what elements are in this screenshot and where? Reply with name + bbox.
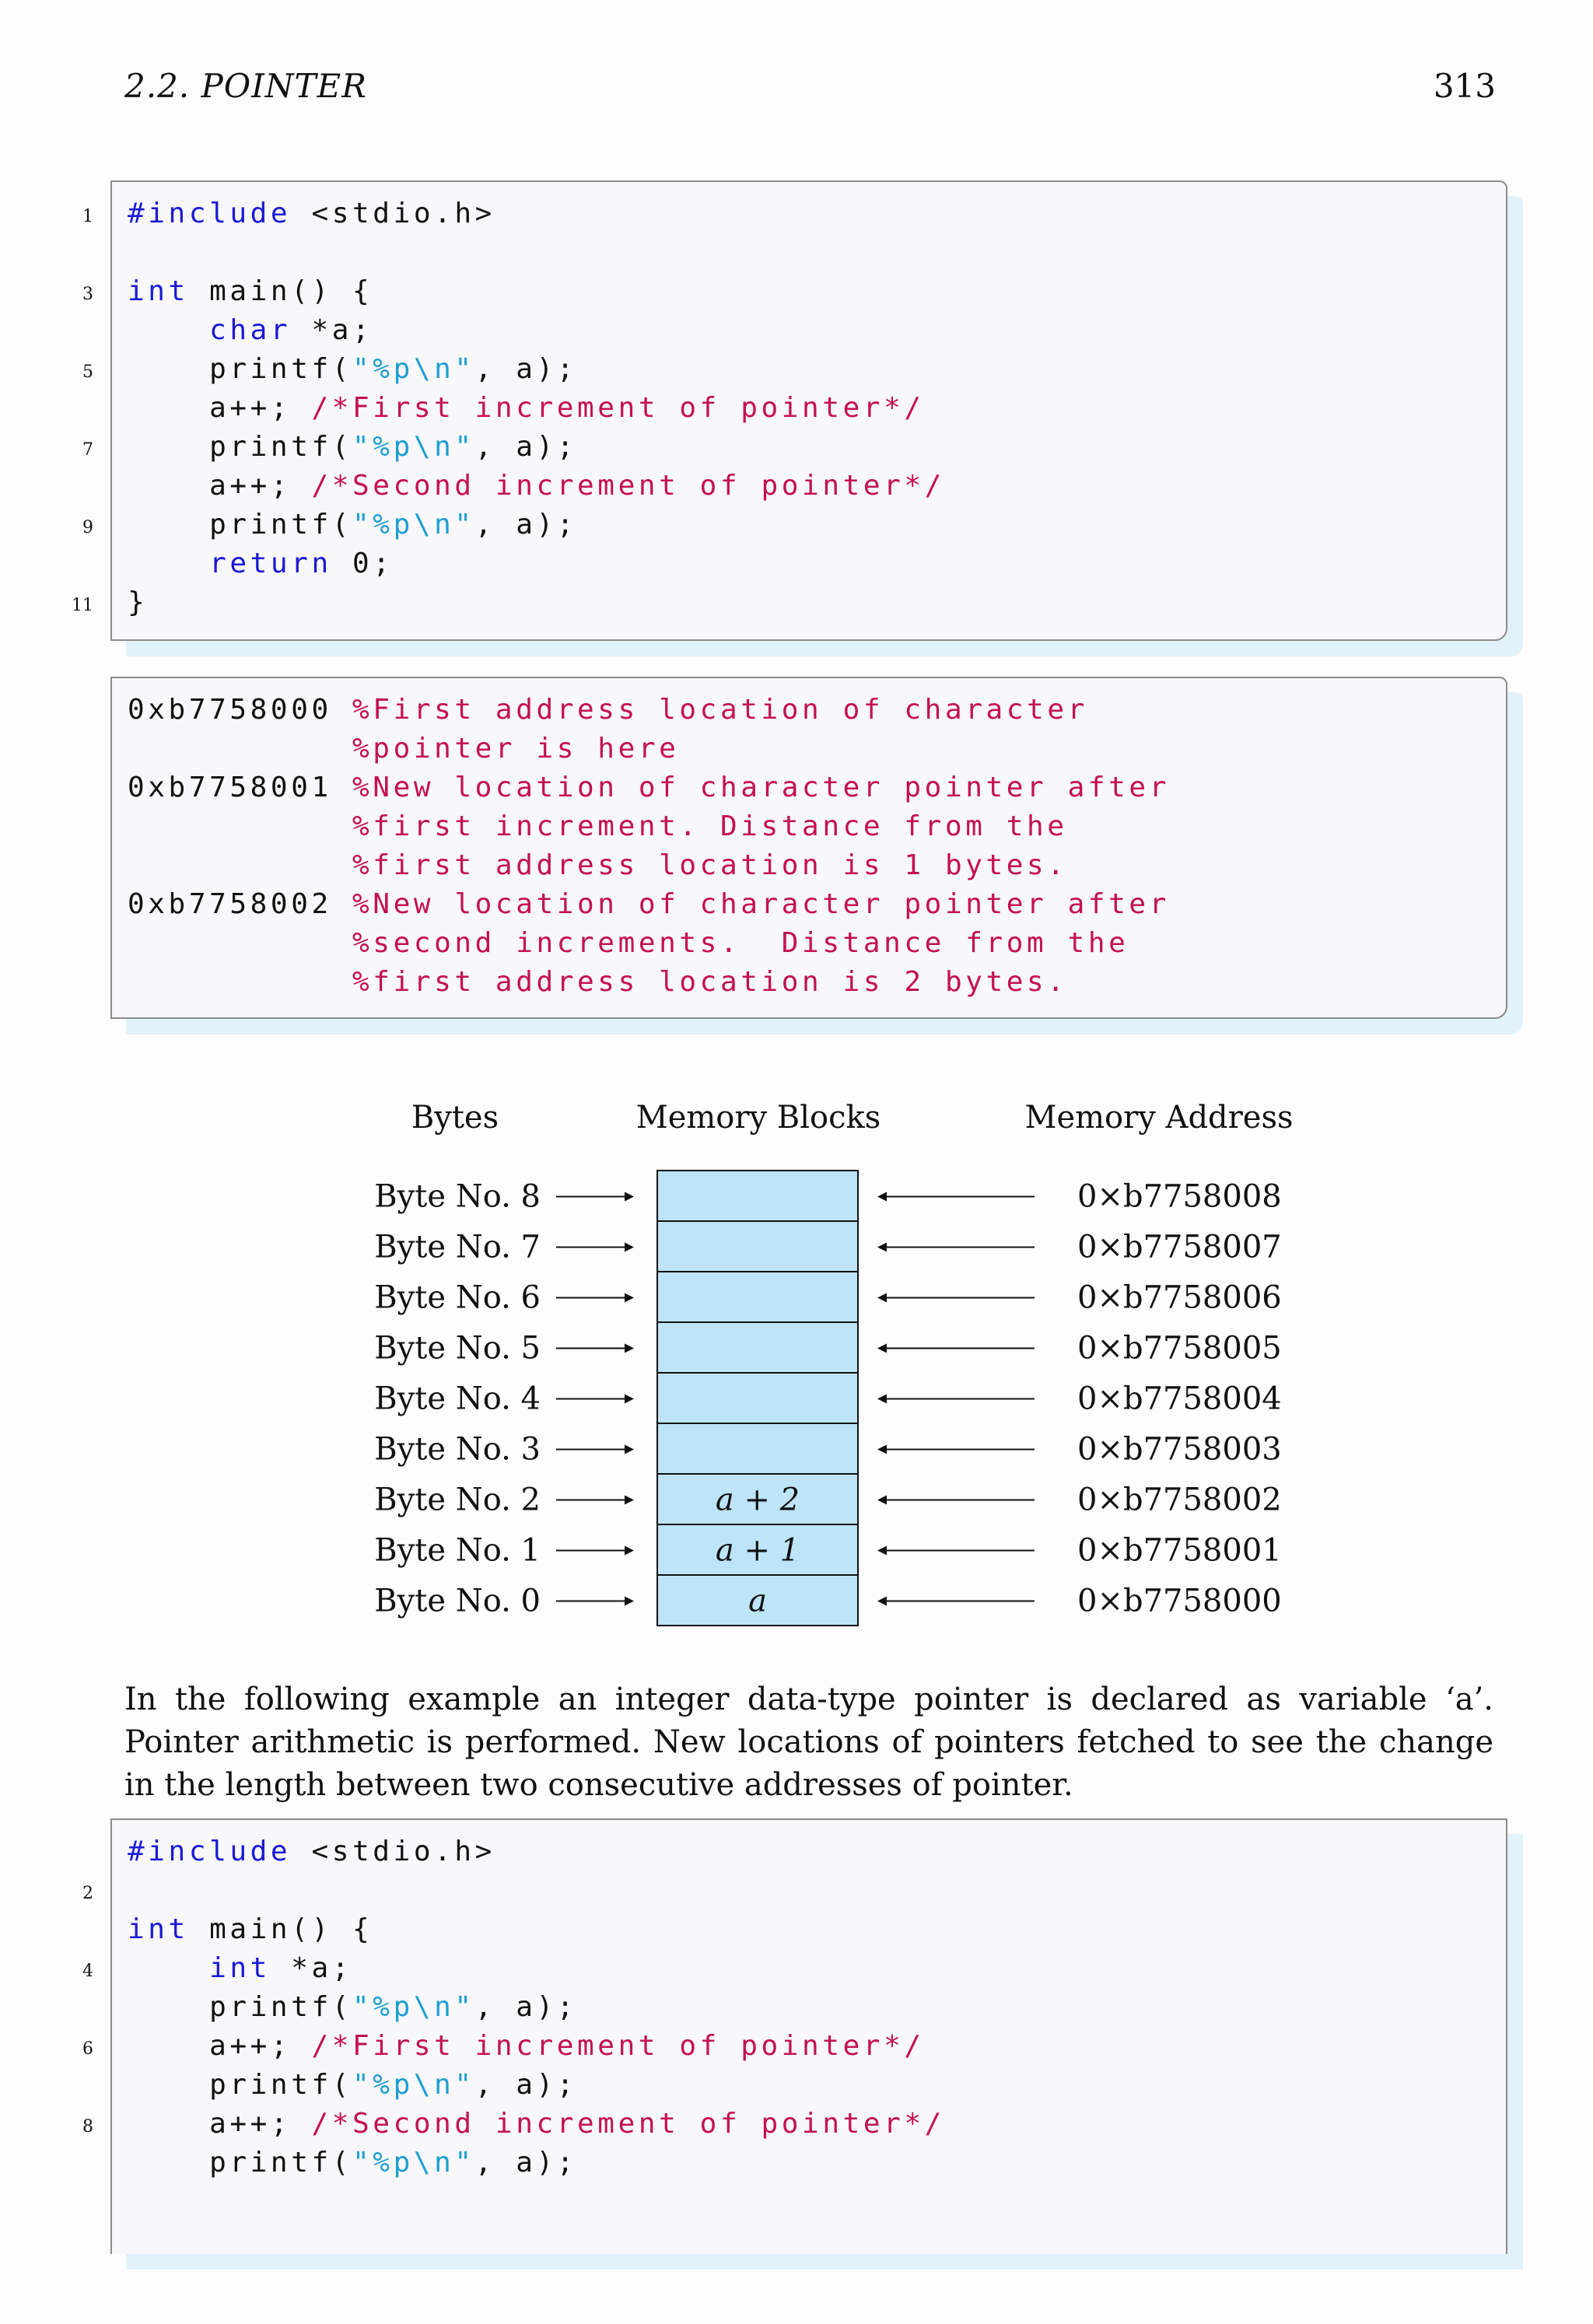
page-number: 313 <box>1433 67 1496 105</box>
code-line <box>128 2027 925 2066</box>
line-number: 9 <box>82 518 93 537</box>
byte-label: Byte No. 3 <box>374 1431 541 1468</box>
memory-block <box>657 1373 858 1423</box>
line-number: 2 <box>82 1884 93 1903</box>
arrowhead <box>625 1395 634 1404</box>
code-text: printf( <box>128 509 353 541</box>
code-text: 0xb7758001 <box>128 772 353 803</box>
code-comment: /*Second increment of pointer*/ <box>311 2108 945 2140</box>
code-comment: %New location of character pointer after <box>352 888 1170 920</box>
code-text <box>128 1952 209 1984</box>
line-number: 8 <box>82 2117 93 2137</box>
code-text: , a); <box>474 431 578 463</box>
memory-block <box>657 1272 858 1322</box>
code-string: "%p\n" <box>352 509 475 541</box>
byte-label: Byte No. 5 <box>374 1330 541 1367</box>
code-line <box>128 1949 352 1988</box>
address-label: 0×b7758006 <box>1077 1279 1282 1316</box>
code-string: "%p\n" <box>352 353 475 385</box>
arrowhead <box>625 1192 634 1202</box>
byte-label: Byte No. 6 <box>374 1279 541 1316</box>
code-text: , a); <box>474 2069 578 2101</box>
arrowhead <box>625 1445 634 1454</box>
code-text: main() { <box>188 275 373 307</box>
address-label: 0×b7758004 <box>1077 1381 1282 1417</box>
byte-label: Byte No. 1 <box>374 1532 541 1569</box>
code-text: *a; <box>291 314 373 346</box>
address-label: 0×b7758007 <box>1077 1229 1282 1265</box>
code-text: main() { <box>188 1913 373 1945</box>
line-number: 4 <box>82 1962 93 1981</box>
arrowhead <box>877 1597 887 1606</box>
diagram-header-address: Memory Address <box>1024 1100 1294 1136</box>
code-text: *a; <box>270 1952 353 1984</box>
line-number: 11 <box>72 596 93 615</box>
diagram-header-bytes: Bytes <box>411 1100 499 1136</box>
code-text: a++; <box>128 2030 312 2062</box>
arrowhead <box>877 1293 887 1303</box>
arrowhead <box>877 1445 887 1454</box>
code-text: printf( <box>128 2147 353 2179</box>
byte-label: Byte No. 0 <box>374 1583 541 1619</box>
line-number: 5 <box>82 362 93 382</box>
line-number: 7 <box>82 440 93 460</box>
block-label: a <box>748 1583 767 1619</box>
code-text: } <box>128 586 149 618</box>
arrowhead <box>877 1546 887 1556</box>
code-text: , a); <box>474 2147 578 2179</box>
code-keyword: int <box>128 1913 189 1945</box>
code-comment: /*First increment of pointer*/ <box>311 392 925 424</box>
byte-label: Byte No. 2 <box>374 1482 541 1518</box>
diagram-header-blocks: Memory Blocks <box>635 1100 881 1136</box>
byte-label: Byte No. 8 <box>374 1178 541 1215</box>
code-text: printf( <box>128 1991 353 2023</box>
code-line <box>128 1910 373 1949</box>
arrowhead <box>625 1546 634 1556</box>
memory-block <box>657 1221 858 1272</box>
code-string: "%p\n" <box>352 1991 475 2023</box>
arrowhead <box>877 1344 887 1353</box>
arrowhead <box>877 1192 887 1202</box>
arrowhead <box>877 1496 887 1505</box>
arrowhead <box>625 1293 634 1303</box>
code-text: a++; <box>128 392 312 424</box>
code-keyword: return <box>209 548 332 579</box>
code-keyword: int <box>128 275 189 307</box>
code-text: printf( <box>128 431 353 463</box>
code-text: , a); <box>474 509 578 541</box>
arrowhead <box>877 1395 887 1404</box>
arrowhead <box>877 1243 887 1252</box>
code-listing-2 <box>82 1818 1507 2254</box>
code-comment: %first address location is 1 bytes. <box>352 849 1068 881</box>
code-line <box>128 2066 577 2105</box>
code-comment: %second increments. Distance from the <box>352 927 1129 959</box>
code-text: 0xb7758002 <box>128 888 353 920</box>
body-paragraph: In the following example an integer data-type pointer is declared as variable ‘a’. Pointer arithmetic is performed. New locations of pointers fetched to see the change in the length between two consecutive addresses of pointer. <box>124 1682 1493 1803</box>
code-keyword: char <box>209 314 292 346</box>
code-keyword: int <box>209 1952 271 1984</box>
code-comment: %First address location of character <box>352 694 1088 726</box>
line-number: 3 <box>82 285 93 304</box>
code-text: a++; <box>128 470 312 502</box>
code-comment: /*First increment of pointer*/ <box>311 2030 925 2062</box>
address-label: 0×b7758000 <box>1077 1583 1282 1619</box>
byte-label: Byte No. 7 <box>374 1229 541 1265</box>
code-comment: %first address location is 2 bytes. <box>352 966 1068 998</box>
block-label: a + 1 <box>715 1532 800 1569</box>
line-number: 1 <box>82 207 93 226</box>
code-comment: %New location of character pointer after <box>352 772 1170 803</box>
code-line <box>128 2144 577 2182</box>
code-comment: /*Second increment of pointer*/ <box>311 470 945 502</box>
memory-block <box>657 1322 858 1373</box>
code-keyword: #include <box>128 198 292 229</box>
code-text: <stdio.h> <box>291 1836 495 1867</box>
code-comment: %pointer is here <box>352 733 680 765</box>
address-label: 0×b7758005 <box>1077 1330 1282 1367</box>
code-text: , a); <box>474 1991 578 2023</box>
block-label: a + 2 <box>715 1482 800 1518</box>
code-line <box>128 1832 495 1871</box>
code-text: printf( <box>128 353 353 385</box>
arrowhead <box>625 1344 634 1353</box>
code-text: a++; <box>128 2108 312 2140</box>
code-comment: %first increment. Distance from the <box>352 810 1068 842</box>
running-header-section: 2.2. POINTER <box>124 67 367 105</box>
code-string: "%p\n" <box>352 2069 475 2101</box>
arrowhead <box>625 1597 634 1606</box>
address-label: 0×b7758008 <box>1077 1178 1282 1215</box>
line-number: 6 <box>82 2039 93 2059</box>
code-keyword: #include <box>128 1836 292 1867</box>
code-text: 0xb7758000 <box>128 694 353 726</box>
code-string: "%p\n" <box>352 2147 475 2179</box>
address-label: 0×b7758001 <box>1077 1532 1282 1569</box>
code-text: <stdio.h> <box>291 198 495 229</box>
code-string: "%p\n" <box>352 431 475 463</box>
arrowhead <box>625 1243 634 1252</box>
address-label: 0×b7758003 <box>1077 1431 1282 1468</box>
memory-block <box>657 1423 858 1474</box>
code-text: 0; <box>331 548 394 579</box>
code-line <box>128 1988 577 2027</box>
address-label: 0×b7758002 <box>1077 1482 1282 1518</box>
code-line <box>128 2105 945 2144</box>
code-text: , a); <box>474 353 578 385</box>
arrowhead <box>625 1496 634 1505</box>
byte-label: Byte No. 4 <box>374 1381 541 1417</box>
memory-block <box>657 1171 858 1221</box>
code-text: printf( <box>128 2069 353 2101</box>
